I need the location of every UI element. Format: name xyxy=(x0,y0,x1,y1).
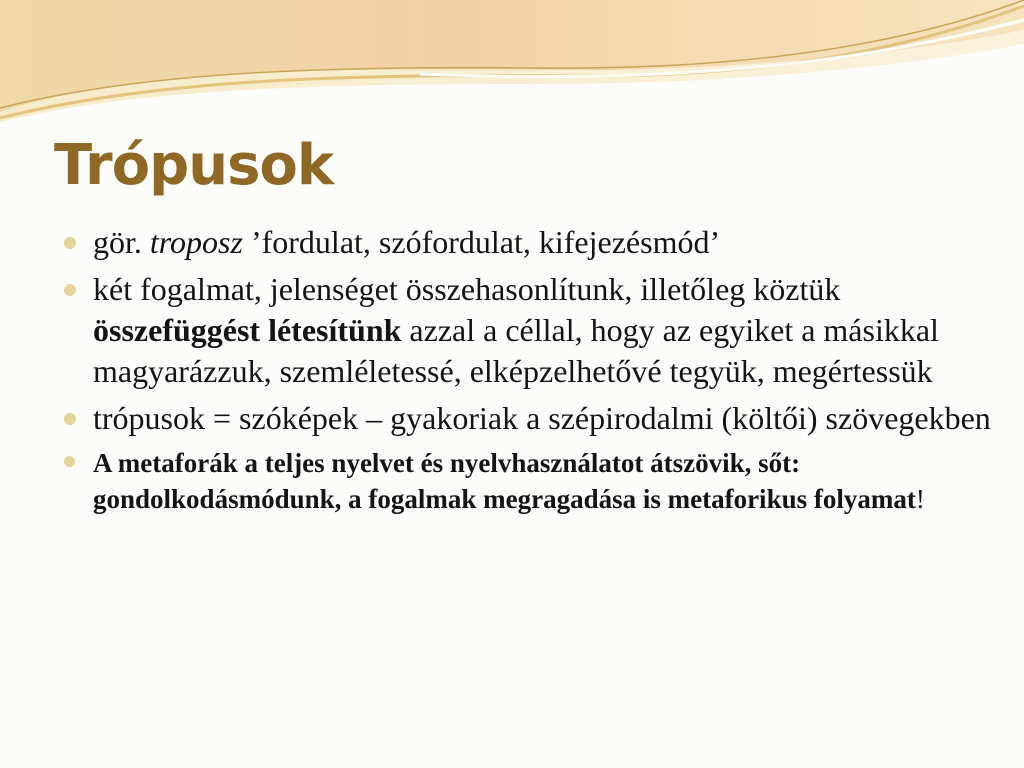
bullet-dot-icon xyxy=(64,237,76,249)
bullet-dot-icon xyxy=(64,284,76,296)
bullet-item xyxy=(62,269,992,392)
bullet-item xyxy=(62,445,992,517)
slide-title: Trópusok xyxy=(54,133,334,198)
bullet-text: két fogalmat, jelenséget összehasonlítunk, illetőleg köztük xyxy=(93,271,841,307)
bullet-dot-icon xyxy=(64,456,75,467)
bullet-text: azzal a céllal, hogy az egyiket a másikkal magyarázzuk, szemléletessé, elképzelhetővé tegyük, megértessük xyxy=(93,312,939,389)
bullet-list xyxy=(62,222,992,517)
bullet-text: ! xyxy=(915,484,925,514)
bullet-text-italic: troposz xyxy=(149,224,243,260)
bullet-text: ’fordulat, szófordulat, kifejezésmód’ xyxy=(242,224,721,260)
bullet-item xyxy=(62,222,992,263)
bullet-text-bold: A metaforák a teljes nyelvet és nyelvhasználatot átszövik, sőt: gondolkodásmódunk, a fogalmak megragadása is metaforikus folyamat xyxy=(93,448,916,514)
bullet-dot-icon xyxy=(64,413,76,425)
bullet-text: trópusok = szóképek – gyakoriak a szépirodalmi (költői) szövegekben xyxy=(93,400,991,436)
bullet-text: gör. xyxy=(93,224,150,260)
bullet-text-bold: összefüggést létesítünk xyxy=(93,312,402,348)
bullet-item xyxy=(62,398,992,439)
header-wave-decoration xyxy=(0,0,1024,130)
